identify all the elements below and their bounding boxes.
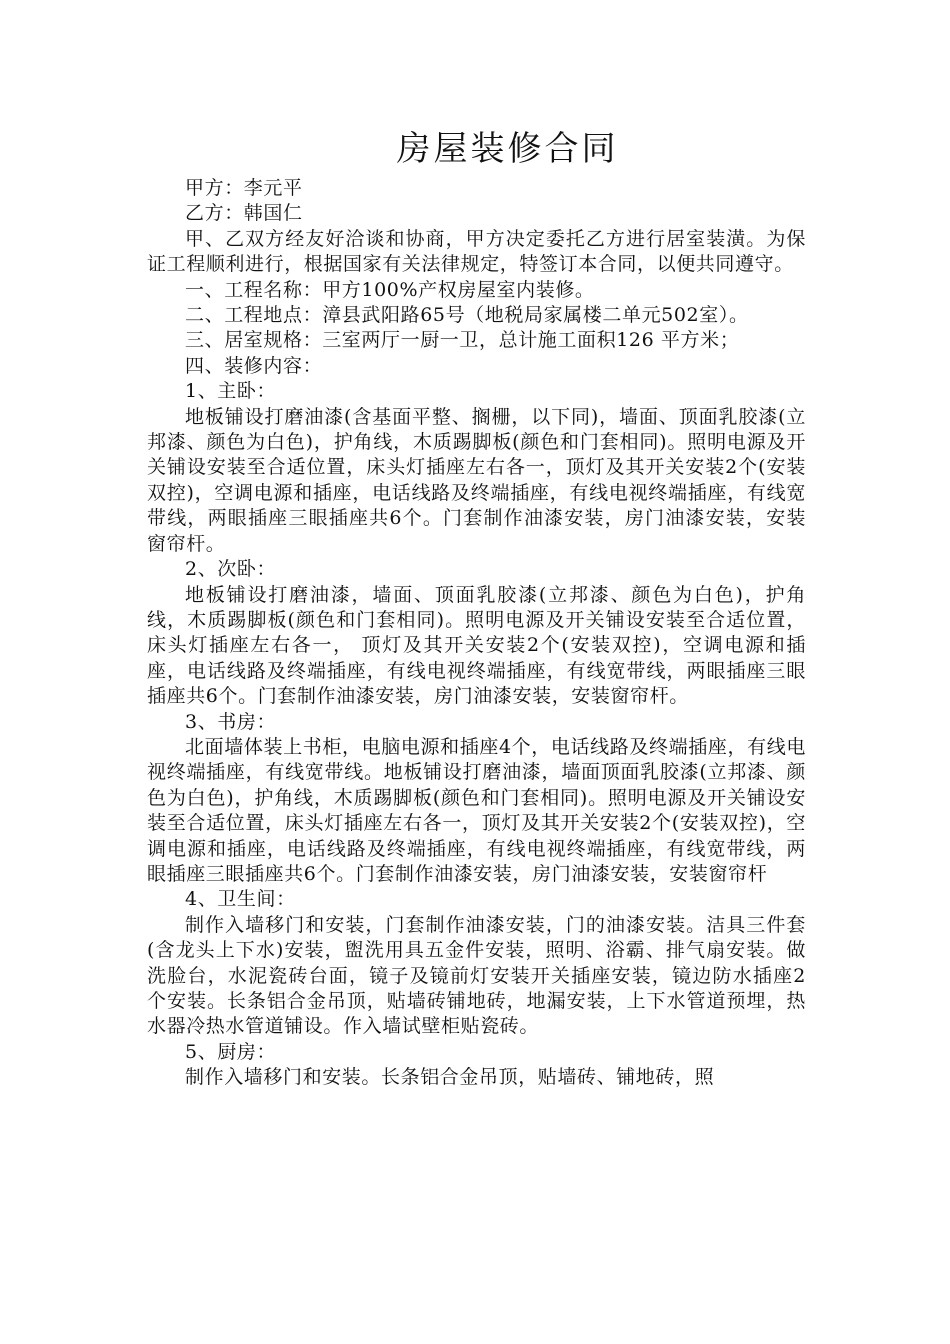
kitchen-heading: 5、厨房： [185, 1040, 277, 1063]
intro-paragraph: 甲、乙双方经友好洽谈和协商，甲方决定委托乙方进行居室装潢。为保证工程顺利进行，根据国家有关法律规定，特签订本合同，以便共同遵守。 [147, 227, 806, 276]
party-b: 乙方：韩国仁 [185, 202, 303, 225]
clause-room-spec: 三、居室规格：三室两厅一厨一卫，总计施工面积126 平方米； [185, 329, 740, 352]
second-bedroom-heading: 2、次卧： [185, 558, 277, 581]
document-body [147, 176, 806, 1091]
kitchen-text: 制作入墙移门和安装。长条铝合金吊顶，贴墙砖、铺地砖，照 [185, 1066, 715, 1089]
study-heading: 3、书房： [185, 710, 277, 733]
document-page [147, 126, 806, 1091]
master-bedroom-heading: 1、主卧： [185, 380, 277, 403]
party-a: 甲方：李元平 [185, 177, 303, 199]
clause-decoration-content: 四、装修内容： [185, 354, 323, 377]
bathroom-heading: 4、卫生间： [185, 888, 296, 911]
document-title: 房屋装修合同 [396, 129, 619, 169]
second-bedroom-text: 地板铺设打磨油漆，墙面、顶面乳胶漆(立邦漆、颜色为白色)，护角线，木质踢脚板(颜色和门套相同)。照明电源及开关铺设安装至合适位置，床头灯插座左右各一， 顶灯及其开关安装2个(安装双控)，空调电源和插座，电话线路及终端插座，有线电视终端插座，有线宽带线，两眼插座三眼插座共6个。门套制作油漆安装，房门油漆安装，安装窗帘杆。 [147, 583, 806, 708]
clause-project-name: 一、工程名称：甲方100%产权房屋室内装修。 [185, 278, 595, 301]
master-bedroom-text: 地板铺设打磨油漆(含基面平整、搁栅，以下同)，墙面、顶面乳胶漆(立邦漆、颜色为白色)，护角线，木质踢脚板(颜色和门套相同)。照明电源及开关铺设安装至合适位置，床头灯插座左右各一，顶灯及其开关安装2个(安装双控)，空调电源和插座，电话线路及终端插座，有线电视终端插座，有线宽带线，两眼插座三眼插座共6个。门套制作油漆安装，房门油漆安装，安装窗帘杆。 [147, 405, 806, 555]
clause-project-location: 二、工程地点：漳县武阳路65号（地税局家属楼二单元502室）。 [185, 304, 749, 327]
study-text: 北面墙体装上书柜，电脑电源和插座4个，电话线路及终端插座，有线电视终端插座，有线宽带线。地板铺设打磨油漆，墙面顶面乳胶漆(立邦漆、颜色为白色)，护角线，木质踢脚板(颜色和门套相同)。照明电源及开关铺设安装至合适位置，床头灯插座左右各一，顶灯及其开关安装2个(安装双控)，空调电源和插座，电话线路及终端插座，有线电视终端插座，有线宽带线，两眼插座三眼插座共6个。门套制作油漆安装，房门油漆安装，安装窗帘杆 [147, 735, 806, 885]
bathroom-text: 制作入墙移门和安装，门套制作油漆安装，门的油漆安装。洁具三件套(含龙头上下水)安装，盥洗用具五金件安装，照明、浴霸、排气扇安装。做洗脸台，水泥瓷砖台面，镜子及镜前灯安装开关插座安装，镜边防水插座2个安装。长条铝合金吊顶，贴墙砖铺地砖，地漏安装，上下水管道预埋，热水器冷热水管道铺设。作入墙试壁柜贴瓷砖。 [147, 913, 806, 1038]
